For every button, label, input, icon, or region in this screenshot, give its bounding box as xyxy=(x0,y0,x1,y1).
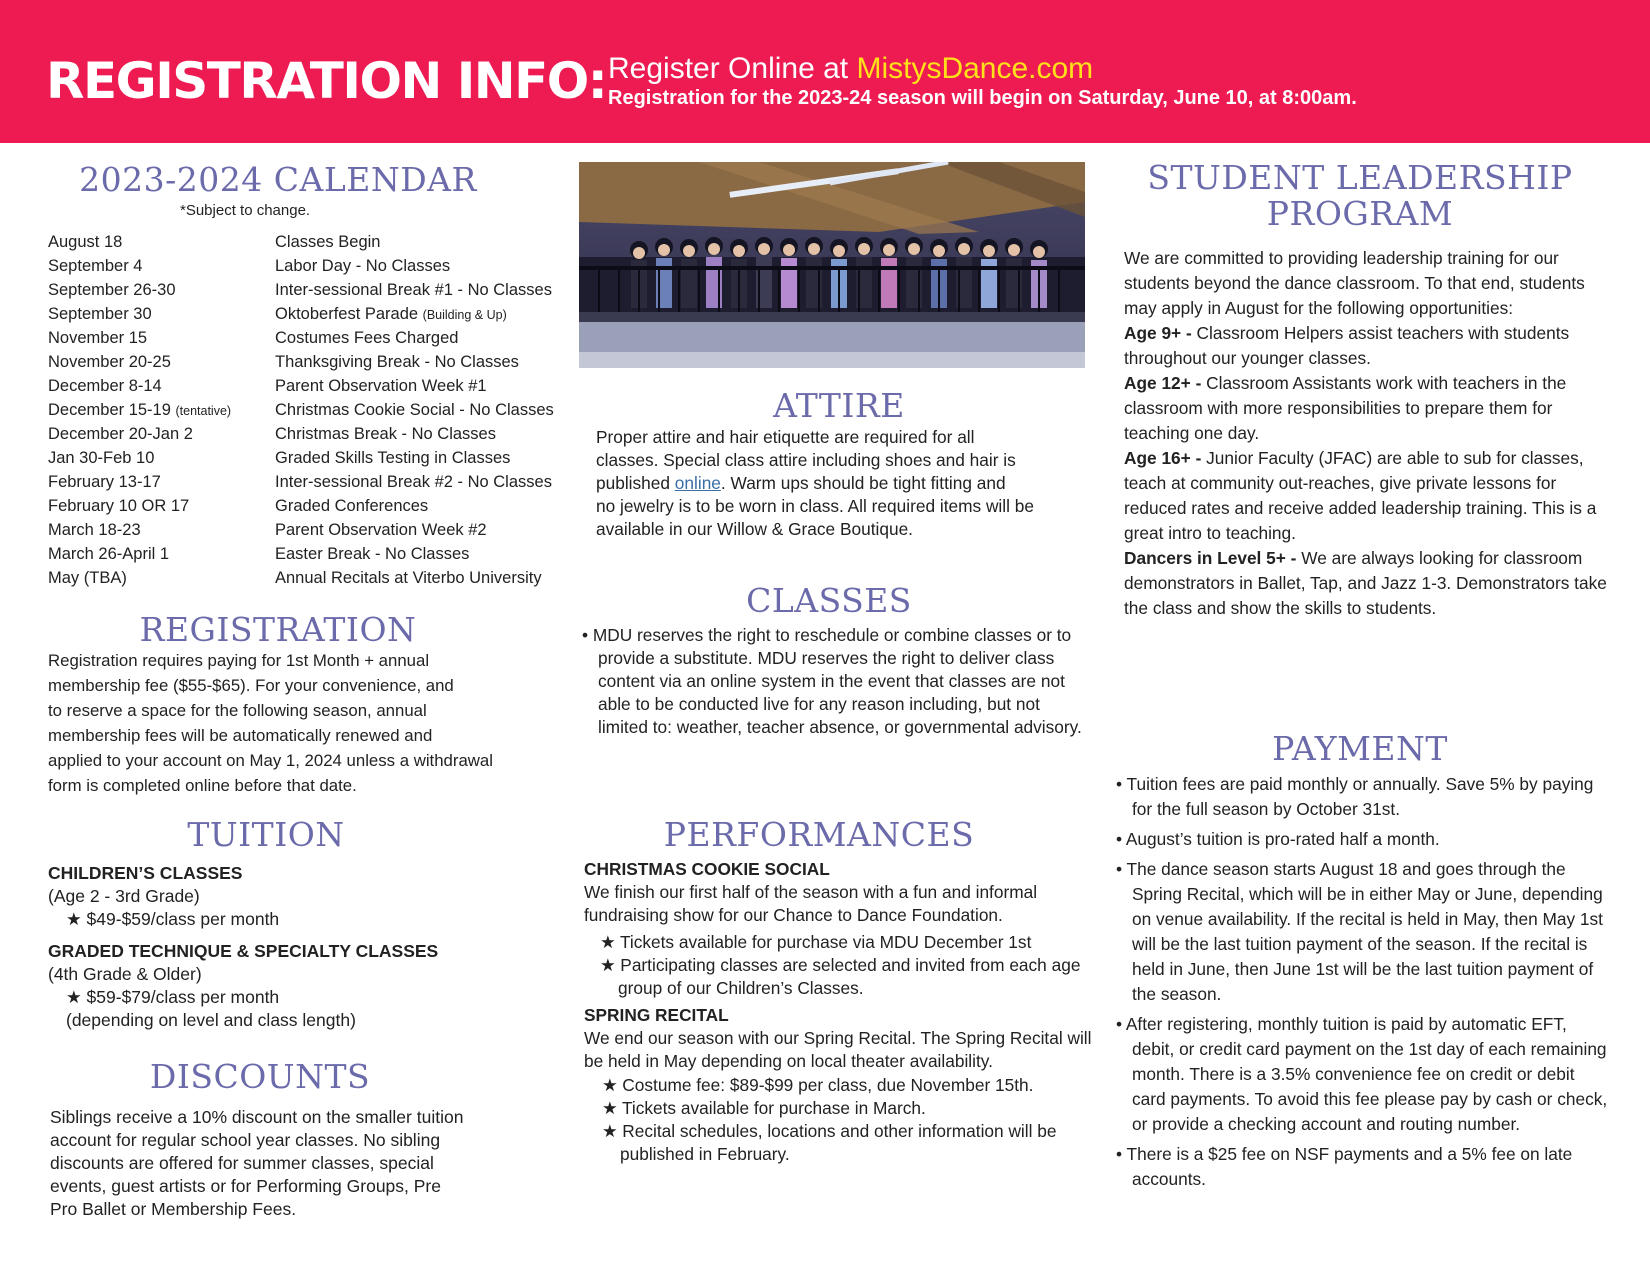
calendar-row xyxy=(48,494,558,518)
graded-classes-title: GRADED TECHNIQUE & SPECIALTY CLASSES xyxy=(48,941,439,961)
tuition-heading: TUITION xyxy=(187,815,345,854)
calendar-date xyxy=(48,494,275,518)
register-prefix: Register Online at xyxy=(608,52,857,85)
calendar-date xyxy=(48,566,275,590)
calendar-event-text: Costumes Fees Charged xyxy=(275,329,459,347)
spring-recital-item: ★ Recital schedules, locations and other information will be published in February. xyxy=(602,1121,1057,1164)
register-online-line xyxy=(608,52,1093,86)
leadership-heading-line1: STUDENT LEADERSHIP xyxy=(1147,158,1573,197)
attire-text xyxy=(596,426,1116,541)
calendar-row xyxy=(48,542,558,566)
attire-line xyxy=(596,472,1116,495)
payment-list xyxy=(1116,772,1612,1197)
attire-line: no jewelry is to be worn in class. All required items will be xyxy=(596,496,1034,516)
calendar-event xyxy=(275,518,487,542)
registration-date-line: Registration for the 2023-24 season will begin on Saturday, June 10, at 8:00am. xyxy=(608,87,1357,109)
calendar-event xyxy=(275,350,519,374)
calendar-heading: 2023-2024 CALENDAR xyxy=(79,160,477,199)
payment-item: • Tuition fees are paid monthly or annually. Save 5% by paying for the full season by October 31st. xyxy=(1116,774,1594,819)
calendar-event xyxy=(275,446,510,470)
calendar-date xyxy=(48,446,275,470)
calendar-note: *Subject to change. xyxy=(180,202,311,219)
calendar-date xyxy=(48,278,275,302)
calendar-date xyxy=(48,422,275,446)
leadership-list xyxy=(1124,321,1614,621)
calendar-list xyxy=(48,230,558,590)
calendar-date xyxy=(48,350,275,374)
calendar-date-text: August 18 xyxy=(48,233,123,251)
discounts-line: Pro Ballet or Membership Fees. xyxy=(50,1199,297,1219)
calendar-date xyxy=(48,254,275,278)
calendar-date-note: (tentative) xyxy=(175,404,232,418)
classes-bullet: • MDU reserves the right to reschedule or combine classes or to provide a substitute. MDU reserves the right to deliver class content via an online system in the event that classes are not able to be conducted live for any reason including, but not limited to: weather, teacher absence, or governmental advisory. xyxy=(582,625,1082,737)
banner-title: REGISTRATION INFO: xyxy=(46,52,607,110)
performances-heading: PERFORMANCES xyxy=(663,815,975,854)
calendar-event xyxy=(275,254,450,278)
calendar-row xyxy=(48,230,558,254)
leadership-item xyxy=(1124,446,1614,546)
leadership-item-label: Age 12+ - xyxy=(1124,373,1202,393)
graded-classes-note: (depending on level and class length) xyxy=(66,1010,356,1030)
online-link[interactable]: online xyxy=(674,473,721,493)
calendar-event-text: Inter-sessional Break #1 - No Classes xyxy=(275,281,552,299)
registration-heading: REGISTRATION xyxy=(139,610,417,649)
calendar-date-text: November 15 xyxy=(48,329,148,347)
leadership-item xyxy=(1124,546,1614,621)
leadership-item-text: Classroom Assistants work with teachers in the classroom with more responsibilities to prepare them for teaching one day. xyxy=(1124,373,1567,443)
calendar-event xyxy=(275,230,380,254)
calendar-date-text: May (TBA) xyxy=(48,569,127,587)
attire-line: classes. Special class attire including shoes and hair is xyxy=(596,450,1016,470)
calendar-date xyxy=(48,470,275,494)
discounts-text xyxy=(50,1106,570,1221)
calendar-date xyxy=(48,230,275,254)
leadership-item-label: Age 9+ - xyxy=(1124,323,1192,343)
leadership-item-label: Dancers in Level 5+ - xyxy=(1124,548,1297,568)
calendar-event xyxy=(275,494,428,518)
cookie-social-title: CHRISTMAS COOKIE SOCIAL xyxy=(584,859,830,879)
payment-item: • The dance season starts August 18 and goes through the Spring Recital, which will be in either May or June, depending on venue availability. If the recital is held in May, then May 1st will be the last tuition payment of the season. If the recital is held in June, then June 1st will be the last tuition payment of the season. xyxy=(1116,859,1603,1004)
calendar-row xyxy=(48,566,558,590)
calendar-row xyxy=(48,374,558,398)
calendar-date-text: February 13-17 xyxy=(48,473,161,491)
attire-line: available in our Willow & Grace Boutique. xyxy=(596,519,913,539)
registration-text xyxy=(48,648,568,798)
calendar-event-text: Christmas Break - No Classes xyxy=(275,425,496,443)
calendar-date-text: December 20-Jan 2 xyxy=(48,425,193,443)
leadership-item-label: Age 16+ - xyxy=(1124,448,1202,468)
children-classes-title: CHILDREN’S CLASSES xyxy=(48,863,243,883)
children-classes-ages: (Age 2 - 3rd Grade) xyxy=(48,886,200,906)
leadership-item xyxy=(1124,321,1614,371)
calendar-row xyxy=(48,254,558,278)
calendar-date-text: November 20-25 xyxy=(48,353,171,371)
performances-block xyxy=(584,858,1094,1166)
calendar-event-text: Annual Recitals at Viterbo University xyxy=(275,569,542,587)
leadership-heading-line2: PROGRAM xyxy=(1266,194,1454,234)
attire-line-pre: published xyxy=(596,473,675,493)
leadership-intro: We are committed to providing leadership training for our students beyond the dance classroom. To that end, students may apply in August for the following opportunities: xyxy=(1124,248,1585,318)
discounts-line: events, guest artists or for Performing Groups, Pre xyxy=(50,1176,441,1196)
calendar-event-text: Graded Conferences xyxy=(275,497,429,515)
attire-heading: ATTIRE xyxy=(773,386,905,425)
calendar-event-text: Inter-sessional Break #2 - No Classes xyxy=(275,473,552,491)
calendar-event xyxy=(275,278,552,302)
leadership-heading xyxy=(1120,160,1600,233)
calendar-event xyxy=(275,374,487,398)
calendar-event xyxy=(275,566,542,590)
calendar-date-text: March 26-April 1 xyxy=(48,545,170,563)
discounts-line: discounts are offered for summer classes, special xyxy=(50,1153,434,1173)
discounts-heading: DISCOUNTS xyxy=(149,1057,371,1096)
calendar-date xyxy=(48,542,275,566)
registration-line: applied to your account on May 1, 2024 unless a withdrawal xyxy=(48,751,493,770)
calendar-date-text: September 30 xyxy=(48,305,152,323)
registration-line: form is completed online before that date. xyxy=(48,776,357,795)
website-link[interactable]: MistysDance.com xyxy=(856,52,1094,85)
calendar-event-text: Parent Observation Week #1 xyxy=(275,377,487,395)
calendar-event xyxy=(275,470,552,494)
attire-line: Proper attire and hair etiquette are required for all xyxy=(596,427,975,447)
cookie-social-item: ★ Participating classes are selected and invited from each age group of our Children’s Classes. xyxy=(600,955,1081,998)
group-photo-illustration xyxy=(579,162,1085,368)
leadership-text xyxy=(1124,246,1614,621)
spring-recital-item: ★ Costume fee: $89-$99 per class, due November 15th. xyxy=(602,1075,1034,1095)
graded-classes-ages: (4th Grade & Older) xyxy=(48,964,202,984)
calendar-event-text: Labor Day - No Classes xyxy=(275,257,451,275)
spring-recital-item: ★ Tickets available for purchase in March. xyxy=(602,1098,926,1118)
calendar-event xyxy=(275,326,458,350)
calendar-row xyxy=(48,278,558,302)
leadership-item-text: Classroom Helpers assist teachers with students throughout our younger classes. xyxy=(1124,323,1570,368)
calendar-date xyxy=(48,374,275,398)
calendar-event-note: (Building & Up) xyxy=(422,308,507,322)
spring-recital-title: SPRING RECITAL xyxy=(584,1005,729,1025)
discounts-line: Siblings receive a 10% discount on the smaller tuition xyxy=(50,1107,464,1127)
calendar-event-text: Graded Skills Testing in Classes xyxy=(275,449,511,467)
calendar-date xyxy=(48,302,275,326)
calendar-row xyxy=(48,326,558,350)
attire-line-post: . Warm ups should be tight fitting and xyxy=(720,473,1006,493)
calendar-date xyxy=(48,326,275,350)
dance-group-photo xyxy=(579,162,1085,368)
registration-line: membership fee ($55-$65). For your convenience, and xyxy=(48,676,454,695)
leadership-item-text: We are always looking for classroom demonstrators in Ballet, Tap, and Jazz 1-3. Demonstrators take the class and show the skills to students. xyxy=(1124,548,1607,618)
calendar-row xyxy=(48,350,558,374)
classes-heading: CLASSES xyxy=(746,581,912,620)
payment-heading: PAYMENT xyxy=(1272,729,1448,768)
calendar-date-text: Jan 30-Feb 10 xyxy=(48,449,155,467)
calendar-date-text: September 26-30 xyxy=(48,281,176,299)
leadership-item-text: Junior Faculty (JFAC) are able to sub for classes, teach at community out-reaches, give private lessons for reduced rates and receive added leadership training. This is a great intro to teaching. xyxy=(1124,448,1597,543)
calendar-row xyxy=(48,398,558,422)
cookie-social-list xyxy=(584,931,1094,1000)
calendar-event-text: Parent Observation Week #2 xyxy=(275,521,487,539)
registration-line: Registration requires paying for 1st Month + annual xyxy=(48,651,430,670)
header-banner xyxy=(0,0,1650,143)
payment-item: • After registering, monthly tuition is paid by automatic EFT, debit, or credit card payment on the 1st day of each remaining month. There is a 3.5% convenience fee on credit or debit card payments. To avoid this fee please pay by cash or check, or provide a checking account and routing number. xyxy=(1116,1014,1608,1134)
registration-line: to reserve a space for the following season, annual xyxy=(48,701,427,720)
calendar-event xyxy=(275,422,496,446)
cookie-social-text: We finish our first half of the season with a fun and informal fundraising show for our Chance to Dance Foundation. xyxy=(584,882,1038,925)
graded-classes-price: ★ $59-$79/class per month xyxy=(66,987,280,1007)
registration-line: membership fees will be automatically renewed and xyxy=(48,726,433,745)
calendar-event-text: Oktoberfest Parade xyxy=(275,305,419,323)
calendar-row xyxy=(48,446,558,470)
calendar-event-text: Christmas Cookie Social - No Classes xyxy=(275,401,554,419)
calendar-date-text: December 8-14 xyxy=(48,377,162,395)
calendar-date-text: February 10 OR 17 xyxy=(48,497,190,515)
calendar-event xyxy=(275,302,507,326)
calendar-row xyxy=(48,302,558,326)
calendar-date-text: December 15-19 xyxy=(48,401,171,419)
spring-recital-list xyxy=(584,1074,1094,1166)
calendar-event xyxy=(275,542,469,566)
payment-item: • August’s tuition is pro-rated half a month. xyxy=(1116,829,1440,849)
calendar-event-text: Classes Begin xyxy=(275,233,381,251)
spring-recital-text: We end our season with our Spring Recital. The Spring Recital will be held in May depending on local theater availability. xyxy=(584,1028,1092,1071)
calendar-row xyxy=(48,470,558,494)
leadership-item xyxy=(1124,371,1614,446)
calendar-date-text: March 18-23 xyxy=(48,521,141,539)
tuition-block xyxy=(48,862,568,1032)
payment-item: • There is a $25 fee on NSF payments and a 5% fee on late accounts. xyxy=(1116,1144,1573,1189)
calendar-event-text: Easter Break - No Classes xyxy=(275,545,470,563)
calendar-event xyxy=(275,398,554,422)
calendar-row xyxy=(48,422,558,446)
children-classes-price: ★ $49-$59/class per month xyxy=(66,909,280,929)
calendar-date-text: September 4 xyxy=(48,257,143,275)
discounts-line: account for regular school year classes. No sibling xyxy=(50,1130,441,1150)
calendar-date xyxy=(48,398,275,422)
cookie-social-item: ★ Tickets available for purchase via MDU December 1st xyxy=(600,932,1032,952)
calendar-row xyxy=(48,518,558,542)
calendar-date xyxy=(48,518,275,542)
calendar-event-text: Thanksgiving Break - No Classes xyxy=(275,353,519,371)
